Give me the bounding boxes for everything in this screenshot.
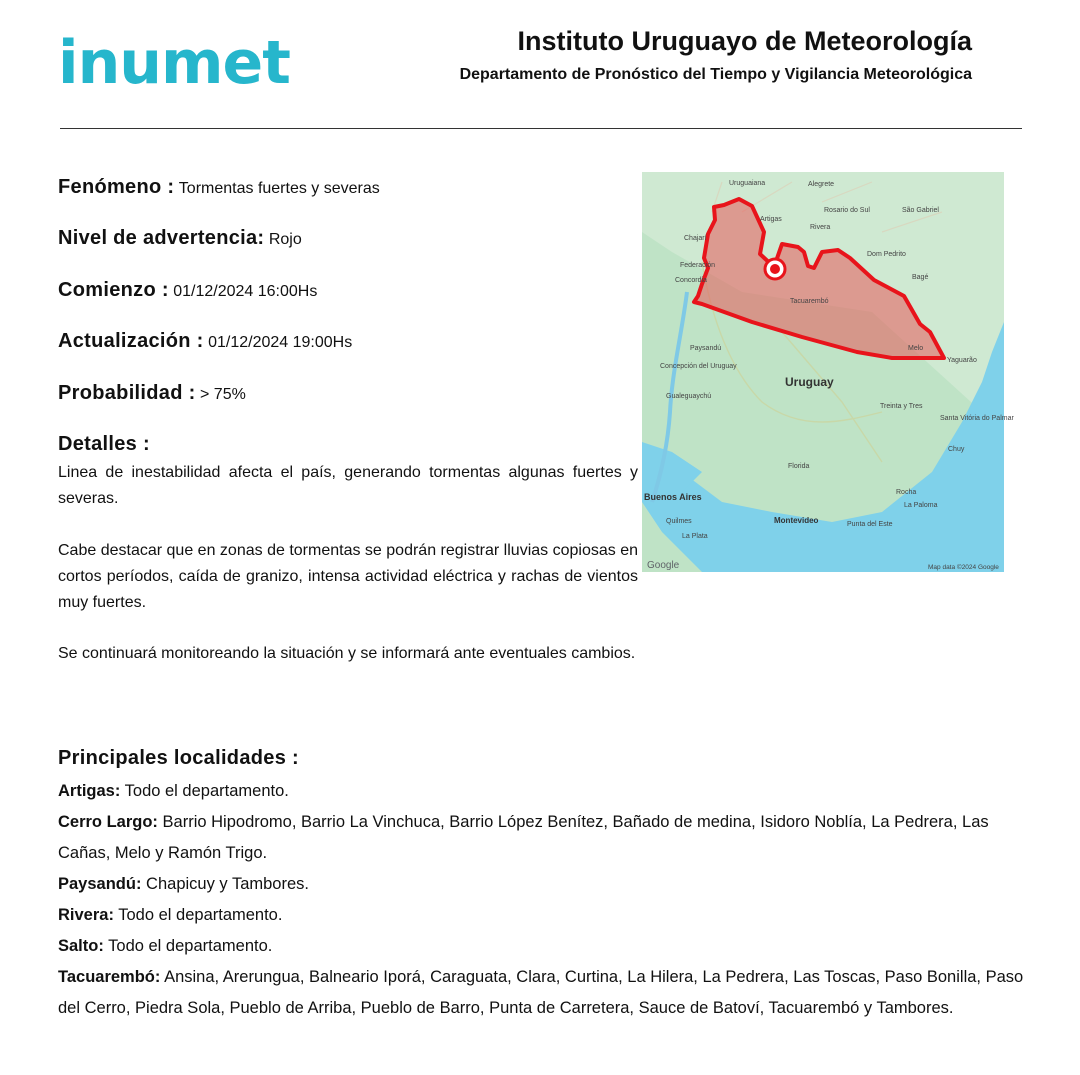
city-label: Treinta y Tres	[880, 403, 923, 410]
city-label: Buenos Aires	[644, 492, 702, 502]
city-label: Montevideo	[774, 516, 819, 525]
city-label: Punta del Este	[847, 521, 893, 528]
city-label: Artigas	[760, 216, 782, 223]
google-logo: Google	[647, 560, 680, 571]
localidad-paysandu	[58, 869, 1028, 900]
dept-localities: Todo el departamento.	[124, 782, 289, 800]
localidades-list	[58, 776, 1028, 1024]
dept-localities: Todo el departamento.	[118, 906, 283, 924]
department-subtitle: Departamento de Pronóstico del Tiempo y Vigilancia Meteorológica	[459, 66, 972, 83]
city-label: La Plata	[682, 533, 708, 540]
dept-localities: Barrio Hipodromo, Barrio La Vinchuca, Barrio López Benítez, Bañado de medina, Isidoro Noblía, La Pedrera, Las Cañas, Melo y Ramón Trigo.	[58, 813, 989, 862]
actualizacion-value: 01/12/2024 19:00Hs	[208, 334, 353, 351]
city-label: Chuy	[948, 446, 965, 453]
logo-text: inumet	[58, 28, 290, 98]
city-label: Paysandú	[690, 345, 722, 352]
city-label: Rivera	[810, 224, 831, 231]
detalles-paragraph-3: Se continuará monitoreando la situación y se informará ante eventuales cambios.	[58, 645, 636, 662]
city-label: Tacuarembó	[790, 298, 829, 305]
city-label: Melo	[908, 345, 924, 352]
dept-name: Salto:	[58, 937, 104, 955]
localidad-rivera	[58, 900, 1028, 931]
comienzo-value: 01/12/2024 16:00Hs	[173, 283, 318, 300]
institute-title: Instituto Uruguayo de Meteorología	[517, 26, 972, 56]
city-label: Rosario do Sul	[824, 207, 870, 214]
field-comienzo	[58, 279, 317, 302]
fenomeno-label: Fenómeno :	[58, 176, 175, 198]
city-label: Gualeguaychú	[666, 393, 712, 400]
dept-localities: Ansina, Arerungua, Balneario Iporá, Caraguata, Clara, Curtina, La Hilera, La Pedrera, Las Toscas, Paso Bonilla, Paso del Cerro, Piedra Sola, Pueblo de Arriba, Pueblo de Barro, Punta de Carretera, Sauce de Batoví, Tacuarembó y Tambores.	[58, 968, 1024, 1017]
map-attribution: Map data ©2024 Google	[928, 564, 999, 571]
city-label: Yaguarão	[947, 357, 977, 364]
localidad-cerro-largo	[58, 807, 1028, 869]
detalles-paragraph-2: Cabe destacar que en zonas de tormentas se podrán registrar lluvias copiosas en cortos períodos, caída de granizo, intensa actividad eléctrica y rachas de vientos muy fuertes.	[58, 542, 638, 611]
city-label: Santa Vitória do Palmar	[940, 415, 1014, 422]
city-label: Quilmes	[666, 518, 692, 525]
localidad-artigas	[58, 776, 1028, 807]
inumet-logo	[58, 28, 290, 98]
city-label: Florida	[788, 463, 810, 470]
nivel-label: Nivel de advertencia:	[58, 227, 265, 249]
city-label: Dom Pedrito	[867, 251, 906, 258]
dept-name: Tacuarembó:	[58, 968, 161, 986]
probabilidad-label: Probabilidad :	[58, 382, 196, 404]
city-label: Federación	[680, 262, 716, 269]
city-label: Uruguaiana	[729, 180, 766, 187]
map-graphic	[642, 172, 1014, 572]
city-label: Chajarí	[684, 235, 707, 242]
map-country-label: Uruguay	[785, 375, 834, 389]
dept-localities: Chapicuy y Tambores.	[146, 875, 309, 893]
city-label: Concepción del Uruguay	[660, 363, 737, 370]
field-fenomeno	[58, 176, 380, 199]
city-label: Rocha	[896, 489, 917, 496]
field-nivel	[58, 227, 302, 250]
fenomeno-value: Tormentas fuertes y severas	[178, 180, 380, 197]
dept-name: Artigas:	[58, 782, 121, 800]
actualizacion-label: Actualización :	[58, 330, 204, 352]
city-label: Alegrete	[808, 181, 835, 188]
localidades-title: Principales localidades :	[58, 747, 299, 769]
detalles-paragraph-1: Linea de inestabilidad afecta el país, generando tormentas algunas fuertes y severas.	[58, 464, 638, 507]
comienzo-label: Comienzo :	[58, 279, 169, 301]
city-label: La Paloma	[904, 502, 938, 509]
field-probabilidad	[58, 382, 246, 405]
city-label: São Gabriel	[902, 207, 939, 214]
warning-map	[642, 172, 1014, 572]
probabilidad-value: > 75%	[200, 386, 246, 403]
field-actualizacion	[58, 330, 352, 353]
localidad-tacuarembo	[58, 962, 1028, 1024]
header-divider	[60, 128, 1022, 129]
city-label: Concordia	[675, 277, 707, 284]
city-label: Bagé	[912, 274, 929, 281]
detalles-title: Detalles :	[58, 433, 150, 455]
dept-name: Rivera:	[58, 906, 114, 924]
dept-name: Paysandú:	[58, 875, 142, 893]
localidad-salto	[58, 931, 1028, 962]
dept-name: Cerro Largo:	[58, 813, 158, 831]
nivel-value: Rojo	[268, 231, 302, 248]
dept-localities: Todo el departamento.	[108, 937, 273, 955]
